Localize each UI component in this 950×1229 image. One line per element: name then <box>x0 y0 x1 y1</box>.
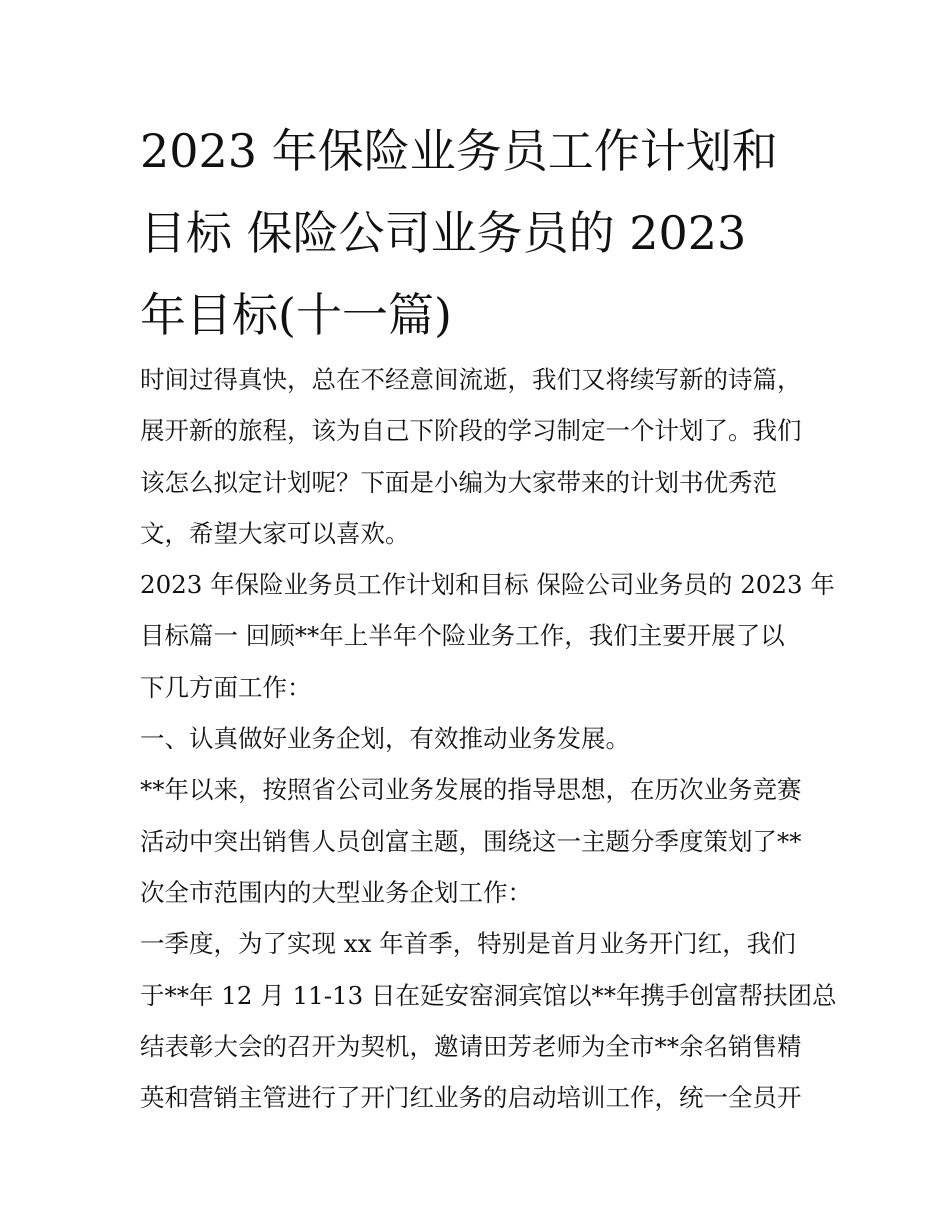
document-body <box>140 354 837 1123</box>
body-line: 2023 年保险业务员工作计划和目标 保险公司业务员的 2023 年 <box>140 570 835 600</box>
body-line: 一季度，为了实现 xx 年首季，特别是首月业务开门红，我们 <box>140 929 796 959</box>
title-line: 年目标(十一篇) <box>140 288 452 342</box>
body-line: 展开新的旅程，该为自己下阶段的学习制定一个计划了。我们 <box>140 416 802 446</box>
body-line: 目标篇一 回顾**年上半年个险业务工作，我们主要开展了以 <box>140 621 785 651</box>
body-line: 下几方面工作： <box>140 672 312 702</box>
body-line: 次全市范围内的大型业务企划工作： <box>140 877 532 907</box>
body-line: 该怎么拟定计划呢？下面是小编为大家带来的计划书优秀范 <box>140 467 777 497</box>
body-line: **年以来，按照省公司业务发展的指导思想，在历次业务竞赛 <box>140 775 802 805</box>
body-line: 结表彰大会的召开为契机，邀请田芳老师为全市**余名销售精 <box>140 1031 802 1061</box>
body-line: 文，希望大家可以喜欢。 <box>140 518 410 548</box>
body-line: 时间过得真快，总在不经意间流逝，我们又将续写新的诗篇， <box>140 365 802 394</box>
body-line: 一、认真做好业务企划，有效推动业务发展。 <box>140 724 630 754</box>
title-line: 目标 保险公司业务员的 2023 <box>140 206 747 260</box>
title-line: 2023 年保险业务员工作计划和 <box>140 124 778 178</box>
body-line: 活动中突出销售人员创富主题，围绕这一主题分季度策划了** <box>140 826 802 856</box>
body-line: 于**年 12 月 11-13 日在延安窑洞宾馆以**年携手创富帮扶团总 <box>140 980 837 1010</box>
body-line: 英和营销主管进行了开门红业务的启动培训工作，统一全员开 <box>140 1083 802 1113</box>
document-title <box>140 110 820 356</box>
